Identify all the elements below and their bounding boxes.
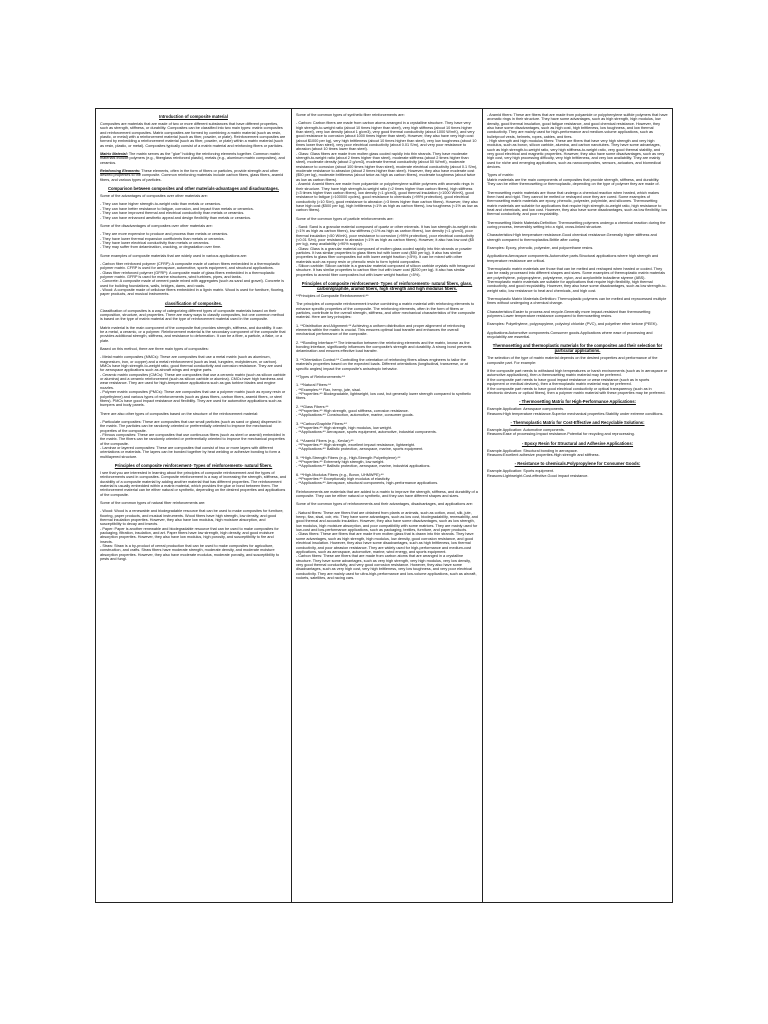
paragraph: Some of the common types of natural fiber reinforcements are: [100, 501, 206, 506]
paragraph: Composites are materials that are made of two or more different substances that have different properties, such as strength, stiffness, or durability. Composites can be classified into two main types: matrix composites and reinforcement composites. Matrix composites are formed by combining a matrix material (such as resin, plastic, or metal) with a reinforcement material (such as fiber, powder, or plate). Reinforcement composites are formed by embedding a reinforcement material (such as fiber, powder, or plate) within a matrix material (such as resin, plastic, or metal). Composites typically consist of a matrix material and reinforcing fibers or particles. [100, 122, 286, 148]
paragraph: I see that you are interested in learning about the principles of composite reinforcement and the types of reinforcements used in composites. Composite reinforcement is a way of increasing the strength, stiffness, and durability of a composite material by adding another material that has different properties. The reinforcement material is usually embedded within a matrix material, which provides the glue or bond between them. The reinforcement material can be either natural or synthetic, depending on the desired properties and applications of the composite. [100, 470, 287, 497]
section-heading: Introduction of composite material [159, 114, 228, 119]
paragraph: Examples: Epoxy, phenolic, polyester, and polyurethane resins. [487, 245, 594, 250]
paragraph: Classification of composites is a way of categorizing different types of composite materials based on their composition, structure, and properties. There are many ways to classify composites, but one common method is based on the type of matrix material and the type of reinforcement material used in the composite. [100, 308, 285, 322]
paragraph: - They are more expensive to produce and process than metals or ceramics. - They have lower thermal expansion coefficients than metals or ceramics. - They have lower electrical conductivity than metals or ceramics. - They may suffer from delamination, cracking, or degradation over time. [100, 232, 229, 250]
section-heading: Principles of composite reinforcement- Types of reinforcements- natural fibers. [114, 462, 273, 468]
paragraph: Example Application: Sports equipment. Reasons:Lightweight.Cost-effective.Good impact resistance. [487, 469, 589, 478]
section-heading: Comparison between composites and other materials-advantages and disadvantages. [107, 186, 280, 192]
paragraph: **Types of Reinforcements:** [296, 374, 345, 379]
paragraph: Applications:Aerospace components.Automotive parts.Structural applications where high strength and temperature resistance are critical. [487, 254, 659, 263]
paragraph [100, 152, 287, 165]
paragraph: Thermosetting matrix materials are those that undergo a chemical reaction when heated, which makes them hard and rigid. They cannot be melted or reshaped once they are cured. Some examples of thermosetting matrix materials are epoxy, phenolic, polyester, polyimide, and silicones. Thermosetting matrix materials are suitable for applications that require high strength-to-weight ratio, high resistance to heat and chemicals, and low cost. However, they also have some disadvantages, such as low flexibility, low thermal conductivity, and poor recyclability. [487, 190, 668, 217]
paragraph: Examples: Polyethylene, polypropylene, polyvinyl chloride (PVC), and polyether ether ketone (PEEK). [487, 322, 658, 327]
column-right [483, 109, 672, 902]
paragraph: Thermoplastic Matrix Materials:Definition: Thermoplastic polymers can be melted and reprocessed multiple times without undergoing a chemical change. [487, 297, 667, 306]
column-left [96, 109, 292, 902]
paragraph: Some of the common types of reinforcements and their advantages, disadvantages, and applications are: [296, 502, 473, 507]
paragraph: If the composite part needs to withstand high temperatures or harsh environments (such as in aerospace or automotive applications), then a thermosetting matrix material may be preferred. If the composite part needs to have good impact resistance or wear resistance (such as in sports equipment or medical devices), then a thermoplastic matrix material may be preferred. If the composite part needs to have good electrical conductivity or optical transparency (such as in electronic devices or optical fibers), then a polymer matrix material with these properties may be preferred. [487, 369, 668, 395]
paragraph: The principles of composite reinforcement involve combining a matrix material with reinforcing elements to enhance specific properties of the composite. The reinforcing elements, often in the form of fibers or particles, contribute to the overall strength, stiffness, and other mechanical characteristics of the composite material. Here are key principles: [296, 302, 476, 320]
section-heading: Thermosetting and thermoplastic materials for the composites and their selection for particular applications. [492, 343, 663, 354]
paragraph: 2. **Glass Fibers:** - **Properties:** High strength, good stiffness, corrosion resistance. - **Applications:** Construction, automotive, marine, consumer goods. [296, 404, 414, 418]
paragraph: - Aramid fibers: These are fibers that are made from polyamide or polyphenylene sulfide polymers that have aromatic rings in their structure. They have some advantages, such as high strength, high modulus, low density, good thermal insulation, good fatigue resistance, and good chemical resistance. However, they also have some disadvantages, such as high cost, high brittleness, low toughness, and low thermal conductivity. They are mainly used for high-performance and medium-volume applications, such as bulletproof vests, helmets, ropes, cables, and tires. - High strength and high modulus fibers: These are fibers that have very high strength and very high modulus, such as boron, silicon carbide, alumina, and carbon nanotubes. They have some advantages, such as high strength-to-weight ratio, very high stiffness-to-weight ratio, very good thermal stability, and very good electrical and magnetic properties. However, they also have some disadvantages, such as very high cost, very high processing difficulty, very high brittleness, and very low availability. They are mainly used for niche and emerging applications, such as nanocomposites, sensors, actuators, and biomedical devices. [487, 113, 668, 170]
paragraph: 2. **Bonding Interface:** The interaction between the reinforcing elements and the matrix, known as the bonding interface, significantly influences the composite's strength and durability. A strong bond prevents delamination and ensures effective load transfer. [296, 340, 472, 354]
paragraph [100, 169, 287, 182]
paragraph: Characteristics:High temperature resistance.Good chemical resistance.Generally higher stiffness and strength compared to thermoplastics.Brittle after curing. [487, 233, 657, 242]
paragraph-lead: Reinforcing Elements: [100, 169, 141, 174]
paragraph: Some of the common types of synthetic fiber reinforcements are: [296, 113, 405, 117]
paragraph-text: The matrix serves as the "glue" holding the reinforcing elements together. Common matrix materials include polymers (e.g., fiberglass reinforced plastic), metals (e.g., aluminum matrix composites), and ceramics. [100, 152, 285, 165]
paragraph: Types of matrix: Matrix materials are the main components of composites that provide strength, stiffness, and durability. They can be either thermosetting or thermoplastic, depending on the type of polymer they are made of. [487, 173, 660, 187]
paragraph: 3. **Carbon/Graphite Fibers:** - **Properties:** High strength, high modulus, low weight. - **Applications:** Aerospace, sports equipment, automotive, industrial components. [296, 421, 437, 435]
paragraph: Some examples of composite materials that are widely used in various applications are: [100, 253, 248, 258]
section-heading: - Epoxy Resin for Structural and Adhesive Applications: [521, 440, 634, 446]
paragraph: **Principles of Composite Reinforcement:** [296, 294, 369, 299]
paragraph: 3. **Orientation Control:** Controlling the orientation of reinforcing fibers allows engineers to tailor the material's properties based on the expected loads. Different orientations (longitudinal, transverse, or at specific angles) impact the composite's anisotropic behavior. [296, 357, 468, 371]
paragraph: Example Application: Automotive components. Reasons:Ease of processing.Impact resistance.Potential for recycling and reprocessing. [487, 427, 635, 437]
paragraph-lead: Matrix Material: [100, 152, 128, 157]
section-heading: - Thermosetting Matrix for High-Performance Applications: [519, 399, 636, 405]
paragraph: Characteristics:Easier to process and recycle.Generally more impact-resistant than thermosetting polymers.Lower temperature resistance compared to thermosetting resins. [487, 309, 651, 319]
paragraph: - Sand: Sand is a granular material composed of quartz or other minerals. It has low strength-to-weight ratio (<1% as high as carbon fibers), low stiffness (<1% as high as carbon fibers), low density (<1 g/cm3), poor thermal insulation (<50 W/mK), poor resistance to corrosion (>99% protection), poor electrical conductivity (<0.01 S/m), poor resistance to abrasion (<1% as high as carbon fibers). However, it also has low cost ($5 per kg), easy availability (>90% supply). - Glass: Glass is a granular material composed of molten glass cooled rapidly into thin strands or powder particles. It has similar properties to glass fibers but with lower cost ($50 per kg). It also has similar properties to glass fiber composites but with lower weight fraction (<5%). It can be mixed with other materials such as epoxy resin or phenolic resin to form hybrid composites. - Silicon carbide: Silicon carbide is a granular material composed of silicon carbide crystals with hexagonal structure. It has similar properties to carbon fiber but with lower cost ($200 per kg). It also has similar properties to aramid fiber composites but with lower weight fraction (<5%). [296, 224, 477, 277]
paragraph: Matrix material is the main component of the composite that provides strength, stiffness, and durability. It can be a metal, a ceramic, or a polymer. Reinforcement material is the secondary component of the composite that provides additional strength, stiffness, and resistance to deformation. It can be a fiber, a particle, a flake, or a plate. [100, 325, 286, 343]
paragraph: - Metal matrix composites (MMCs): These are composites that use a metal matrix (such as aluminum, magnesium, iron, or copper) and a metal reinforcement (such as lead, tungsten, molybdenum, or carbon). MMCs have high strength-to-weight ratio, good thermal conductivity and corrosion resistance. They are used for aerospace applications such as aircraft wings and engine parts. - Ceramic matrix composites (CMCs): These are composites that use a ceramic matrix (such as silicon carbide or alumina) and a ceramic reinforcement (such as silicon carbide or alumina). CMCs have high hardness and wear resistance. They are used for high-temperature applications such as gas turbine blades and engine nozzles. - Polymer matrix composites (PMCs): These are composites that use a polymer matrix (such as epoxy resin or polyethylene) and various types of reinforcements (such as glass fibers, carbon fibers, aramid fibers, or steel fibers). PMCs have good impact resistance and flexibility. They are used for automotive applications such as bumpers and body panels. [100, 355, 286, 408]
paragraph: There are also other types of composites based on the structure of the reinforcement material: [100, 411, 259, 416]
paragraph: Example Application: Aerospace components. Reasons:High temperature resistance.Superior mechanical properties.Stability under extreme conditions. [487, 407, 664, 416]
paragraph: - Carbon fiber reinforced polymer (CFRP): A composite made of carbon fibers embedded in a thermoplastic polymer matrix. CFRP is used for aerospace, automotive, sports equipment, and structural applications. - Glass fiber reinforced polymer (GFRP): A composite made of glass fibers embedded in a thermoplastic polymer matrix. GFRP is used for marine structures, wind turbines, pipes, and tanks. - Concrete: A composite made of cement paste mixed with aggregates (such as sand and gravel). Concrete is used for building foundations, walls, bridges, dams, and roads. - Wood: A composite made of cellulose fibers embedded in a lignin matrix. Wood is used for furniture, flooring, paper products, and musical instruments. [100, 261, 285, 297]
document-sheet [95, 108, 673, 903]
paragraph: Applications:Automotive components.Consumer goods.Applications where ease of processing and recyclability are essential. [487, 330, 653, 340]
paragraph: - Wood: Wood is a renewable and biodegradable resource that can be used to make composites for furniture, flooring, paper products, and musical instruments. Wood fibers have high strength, low density, and good thermal insulation properties. However, they also have low modulus, high moisture absorption, and susceptibility to decay and insects. - Paper: Paper is another renewable and biodegradable resource that can be used to make composites for packaging, filtration, insulation, and art. Paper fibers have low strength, high density, and good moisture absorption properties. However, they also have low modulus, high porosity, and susceptibility to fire and insects. - Straw: Straw is a by-product of cereal production that can be used to make composites for agriculture, construction, and crafts. Straw fibers have moderate strength, moderate density, and moderate moisture absorption properties. However, they also have moderate modulus, moderate porosity, and susceptibility to pests and fungi. [100, 509, 284, 562]
paragraph: 1. **Natural Fibers:** - **Examples:** Flax, hemp, jute, sisal. - **Properties:** Biodegradable, lightweight, low cost, but generally lower strength compared to synthetic fibers. [296, 383, 471, 401]
paragraph: 4. **Aramid Fibers (e.g., Kevlar):** - **Properties:** High strength, excellent impact resistance, lightweight. - **Applications:** Ballistic protection, aerospace, marine, sports equipment. [296, 438, 424, 452]
paragraph: - Natural fibers: These are fibers that are obtained from plants or animals, such as cotton, wool, silk, jute, hemp, flax, sisal, coir, etc. They have some advantages, such as low cost, biodegradability, renewability, and good thermal and acoustic insulation. However, they also have some disadvantages, such as low strength, low modulus, high moisture absorption, and poor compatibility with some matrices. They are mainly used for low-cost and low-performance applications, such as packaging, textiles, furniture, and paper products. - Glass fibers: These are fibers that are made from molten glass that is drawn into thin strands. They have some advantages, such as high strength, high modulus, low density, good corrosion resistance, and good electrical insulation. However, they also have some disadvantages, such as high brittleness, low thermal conductivity, and poor abrasion resistance. They are widely used for high-performance and medium-cost applications, such as aerospace, automotive, marine, wind energy, and sports equipment. - Carbon fibers: These are fibers that are made from carbon atoms that are arranged in a crystalline structure. They have some advantages, such as very high strength, very high modulus, very low density, very good thermal conductivity, and very good corrosion resistance. However, they also have some disadvantages, such as very high cost, very high brittleness, very low toughness, and very poor electrical conductivity. They are mainly used for ultra-high-performance and low-volume applications, such as aircraft, rockets, satellites, and racing cars. [296, 510, 478, 580]
paragraph-text: These elements, often in the form of fibers or particles, provide strength and other desired properties to the composite. Common reinforcing materials include carbon fibers, glass fibers, aramid fibers, and various types of particles. [100, 169, 284, 182]
paragraph: Thermosetting Matrix Materials:Definition: Thermosetting polymers undergo a chemical reaction during the curing process, irreversibly setting into a rigid, cross-linked structure. [487, 220, 666, 229]
paragraph: 6. **High-Modulus Fibers (e.g., Boron, UHMWPE):** - **Properties:** Exceptionally high modulus of elasticity. - **Applications:** Aerospace, structural components, high-performance applications. [296, 472, 439, 486]
paragraph: Some of the advantages of composites over other materials are: [100, 194, 208, 199]
paragraph: Some of the disadvantages of composites over other materials are: [100, 223, 213, 228]
paragraph: The selection of the type of matrix material depends on the desired properties and performance of the composite part. For example: [487, 356, 658, 365]
paragraph: Reinforcements are materials that are added to a matrix to improve the strength, stiffness, and durability of a composite. They can be either natural or synthetic, and they can have different shapes and sizes. [296, 489, 478, 499]
section-heading: - Thermoplastic Matrix for Cost-Effective and Recyclable Solutions: [510, 419, 645, 425]
section-heading: classification of composites. [164, 300, 223, 306]
section-heading: - Resistance to chemicals.Polypropylene for Consumer Goods: [514, 461, 641, 467]
paragraph: - Carbon: Carbon fibers are made from carbon atoms arranged in a crystalline structure. They have very high strength-to-weight ratio (about 10 times higher than steel), very high stiffness (about 10 times higher than steel), very low density (about 1 g/cm3), very good thermal conductivity (about 1000 W/mK), and very good resistance to corrosion (about 1000 times higher than steel). However, they also have very high cost (about $1000 per kg), very high brittleness (about 10 times higher than steel), very low toughness (about 10 times lower than steel), very poor electrical conductivity (about 0.01 S/m), and very poor resistance to abrasion (about 10 times lower than steel). - Glass: Glass fibers are made from molten glass cooled rapidly into thin strands. They have moderate strength-to-weight ratio (about 2 times higher than steel), moderate stiffness (about 2 times higher than steel), moderate density (about 2 g/cm3), moderate thermal conductivity (about 50 W/mK), moderate resistance to corrosion (about 100 times higher than steel), moderate electrical conductivity (about 0.1 S/m), moderate resistance to abrasion (about 2 times higher than steel). However, they also have moderate cost ($50 per kg), moderate brittleness (about twice as high as carbon fibers), moderate toughness (about twice as low as carbon fibers). - Aramid: Aramid fibers are made from polyamide or polyphenylene sulfide polymers with aromatic rings in their structure. They have high strength-to-weight ratio (<2 times higher than carbon fibers), high stiffness (<3 times higher than carbon fibers), low density (<1 g/cm3), good thermal insulation (>1000 W/mK), good resistance to fatigue (>100000 cycles), good resistance to chemicals (>99% protection), good electrical conductivity (>10 S/m), good resistance to abrasion (>3 times higher than carbon fibers). However, they also have high cost ($500 per kg), high brittleness (<1% as high as carbon fibers), low toughness (<1% as low as carbon fibers). [296, 121, 478, 213]
paragraph: 5. **High-Strength Fibers (e.g., High-Strength Polyethylene):** - **Properties:** Extremely high strength, low weight. - **Applications:** Ballistic protection, aerospace, marine, industrial applications. [296, 455, 431, 469]
paragraph: Based on this method, there are three main types of composites: [100, 347, 209, 352]
paragraph: Example Application: Structural bonding in aerospace. Reasons:Excellent adhesive properties.High strength and stiffness. [487, 448, 600, 457]
paragraph: - Particulate composites: These are composites that use small particles (such as sand or glass) dispersed in the matrix. The particles can be randomly oriented or preferentially oriented to improve the mechanical properties of the composite. - Fibrous composites: These are composites that use continuous fibers (such as steel or aramid) embedded in the matrix. The fibers can be randomly oriented or preferentially oriented to improve the mechanical properties of the composite. - Laminar or layered composites: These are composites that consist of two or more layers with different orientations or materials. The layers can be bonded together by heat welding or adhesive bonding to form a multilayered structure. [100, 419, 285, 459]
paragraph: Thermoplastic matrix materials are those that can be melted and reshaped when heated or cooled. They can be easily processed into different shapes and sizes. Some examples of thermoplastic matrix materials are polyethylene, polypropylene, polystyrene, nylon, and acrylonitrile butadiene styrene (ABS). Thermoplastic matrix materials are suitable for applications that require high flexibility, high thermal conductivity, and good recyclability. However, they also have some disadvantages, such as low strength-to-weight ratio, low resistance to heat and chemicals, and high cost. [487, 266, 667, 293]
section-heading: Principles of composite reinforcement- Types of reinforcements- natural fibers, glass, carbon/graphite, aramid fibers, high strength and high modulus fibers. [301, 281, 473, 292]
paragraph: 1. **Distribution and Alignment:** Achieving a uniform distribution and proper alignment of reinforcing elements within the matrix is crucial. This ensures optimal load transfer and enhances the overall mechanical performance of the composite. [296, 323, 465, 337]
paragraph: Some of the common types of particle reinforcements are: [296, 216, 394, 221]
paragraph: - They can have higher strength-to-weight ratio than metals or ceramics. - They can have better resistance to fatigue, corrosion, and impact than metals or ceramics. - They can have improved thermal and electrical conductivity than metals or ceramics. - They can have enhanced aesthetic appeal and design flexibility than metals or ceramics. [100, 202, 254, 220]
column-middle [292, 109, 483, 902]
